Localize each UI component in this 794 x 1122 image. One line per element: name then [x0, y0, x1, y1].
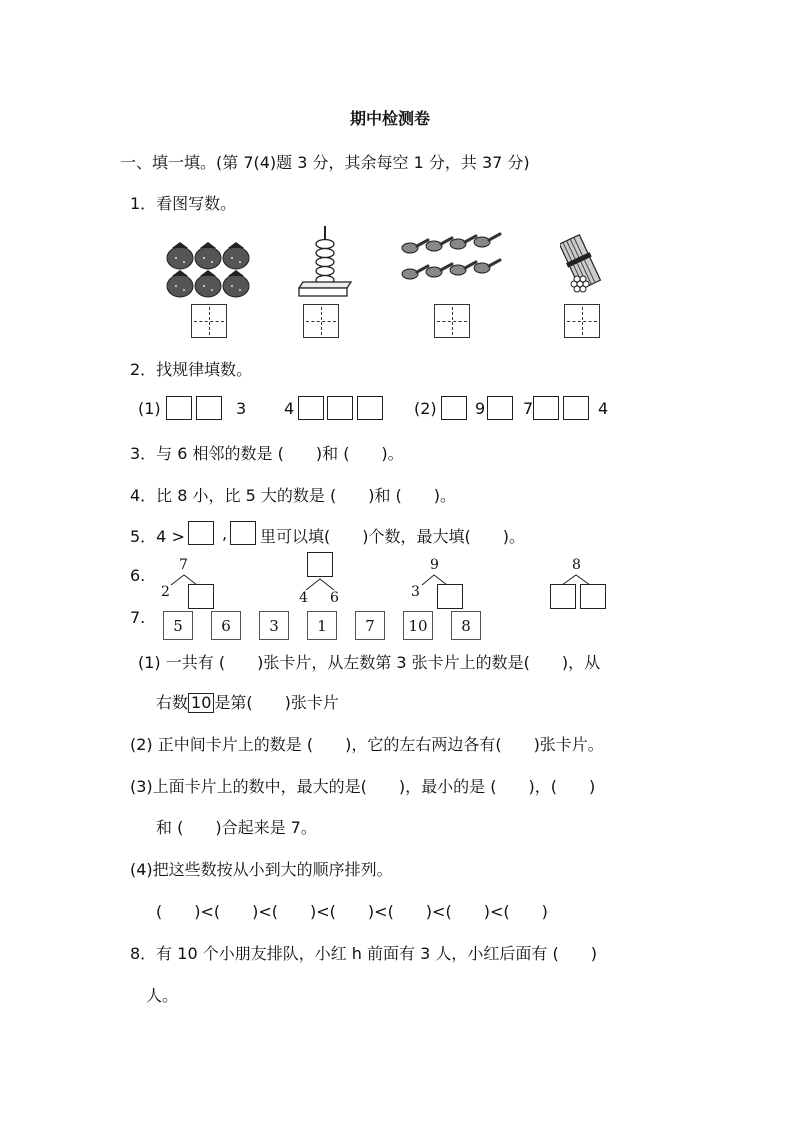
abacus-picture [295, 222, 355, 300]
tree-4-blank-right[interactable] [580, 584, 606, 609]
q7-sub1-post: 是第( )张卡片 [214, 693, 339, 712]
answer-box-abacus[interactable] [303, 304, 339, 338]
tree-3-top: 9 [430, 557, 439, 573]
q2-part2-label: (2) [414, 399, 437, 418]
tree-2-left: 4 [299, 590, 308, 606]
tree-3-blank[interactable] [437, 584, 463, 609]
q2-p1-number: 3 [236, 399, 247, 418]
number-card: 1 [307, 611, 337, 640]
tree-3-left: 3 [411, 584, 420, 600]
tree-2-blank[interactable] [307, 552, 333, 577]
q7-sub3-line1: (3)上面卡片上的数中，最大的是( )，最小的是 ( )，( ) [130, 777, 596, 796]
q2-p1-number: 4 [284, 399, 295, 418]
q7-sub1-pre: 右数 [156, 693, 189, 712]
q2-part1-label: (1) [138, 399, 161, 418]
q2-p1-blank-3[interactable] [298, 396, 324, 420]
q7-sub4-order: ( )<( )<( )<( )<( )<( )<( ) [156, 902, 548, 921]
tree-4-top: 8 [572, 557, 581, 573]
q2-p1-blank-5[interactable] [357, 396, 383, 420]
tree-2-right: 6 [330, 590, 339, 606]
q2-p2-number: 7 [523, 399, 534, 418]
number-card: 8 [451, 611, 481, 640]
question-6-label: 6. [130, 566, 146, 585]
question-5-suffix: 里可以填( )个数，最大填( )。 [260, 527, 525, 546]
q2-p2-blank-1[interactable] [441, 396, 467, 420]
answer-box-strawberries[interactable] [191, 304, 227, 338]
stick-bundle-picture [560, 232, 606, 296]
tree-4-blank-left[interactable] [550, 584, 576, 609]
q2-p2-blank-2[interactable] [487, 396, 513, 420]
number-card: 3 [259, 611, 289, 640]
answer-box-sticks[interactable] [564, 304, 600, 338]
question-4-text: 4．比 8 小，比 5 大的数是 ( )和 ( )。 [130, 486, 457, 505]
question-7-label: 7. [130, 608, 146, 627]
page-title: 期中检测卷 [350, 109, 431, 128]
q7-sub3-line2: 和 ( )合起来是 7。 [156, 818, 317, 837]
question-8-line1: 8．有 10 个小朋友排队，小红 h 前面有 3 人，小红后面有 ( ) [130, 944, 597, 963]
q5-comma: , [222, 524, 228, 543]
q2-p1-blank-2[interactable] [196, 396, 222, 420]
q2-p1-blank-4[interactable] [327, 396, 353, 420]
question-2-text: 2．找规律填数。 [130, 360, 253, 379]
tree-1-top: 7 [179, 557, 188, 573]
q2-p2-blank-3[interactable] [533, 396, 559, 420]
tree-2-branches [300, 577, 340, 591]
boxed-number-card: 10 [188, 693, 214, 713]
strawberries-picture [160, 228, 255, 300]
q2-p2-number: 4 [598, 399, 609, 418]
q5-blank-2[interactable] [230, 521, 256, 545]
answer-box-spoons[interactable] [434, 304, 470, 338]
q2-p2-blank-4[interactable] [563, 396, 589, 420]
number-card: 5 [163, 611, 193, 640]
number-card: 10 [403, 611, 433, 640]
q7-sub1-line2 [156, 690, 339, 713]
section-heading: 一、填一填。(第 7(4)题 3 分，其余每空 1 分，共 37 分) [120, 153, 530, 172]
spoons-picture [398, 232, 503, 294]
q7-sub1-line1: (1) 一共有 ( )张卡片，从左数第 3 张卡片上的数是( )，从 [138, 653, 601, 672]
question-5-prefix: 5．4 > [130, 527, 185, 546]
number-card: 6 [211, 611, 241, 640]
q5-blank-1[interactable] [188, 521, 214, 545]
number-card: 7 [355, 611, 385, 640]
q7-sub2: (2) 正中间卡片上的数是 ( )，它的左右两边各有( )张卡片。 [130, 735, 604, 754]
tree-1-left: 2 [161, 584, 170, 600]
question-1-text: 1．看图写数。 [130, 194, 237, 213]
question-8-line2: 人。 [146, 986, 179, 1005]
q2-p2-number: 9 [475, 399, 486, 418]
q7-sub4: (4)把这些数按从小到大的顺序排列。 [130, 860, 393, 879]
question-3-text: 3．与 6 相邻的数是 ( )和 ( )。 [130, 444, 404, 463]
q2-p1-blank-1[interactable] [166, 396, 192, 420]
tree-1-blank[interactable] [188, 584, 214, 609]
